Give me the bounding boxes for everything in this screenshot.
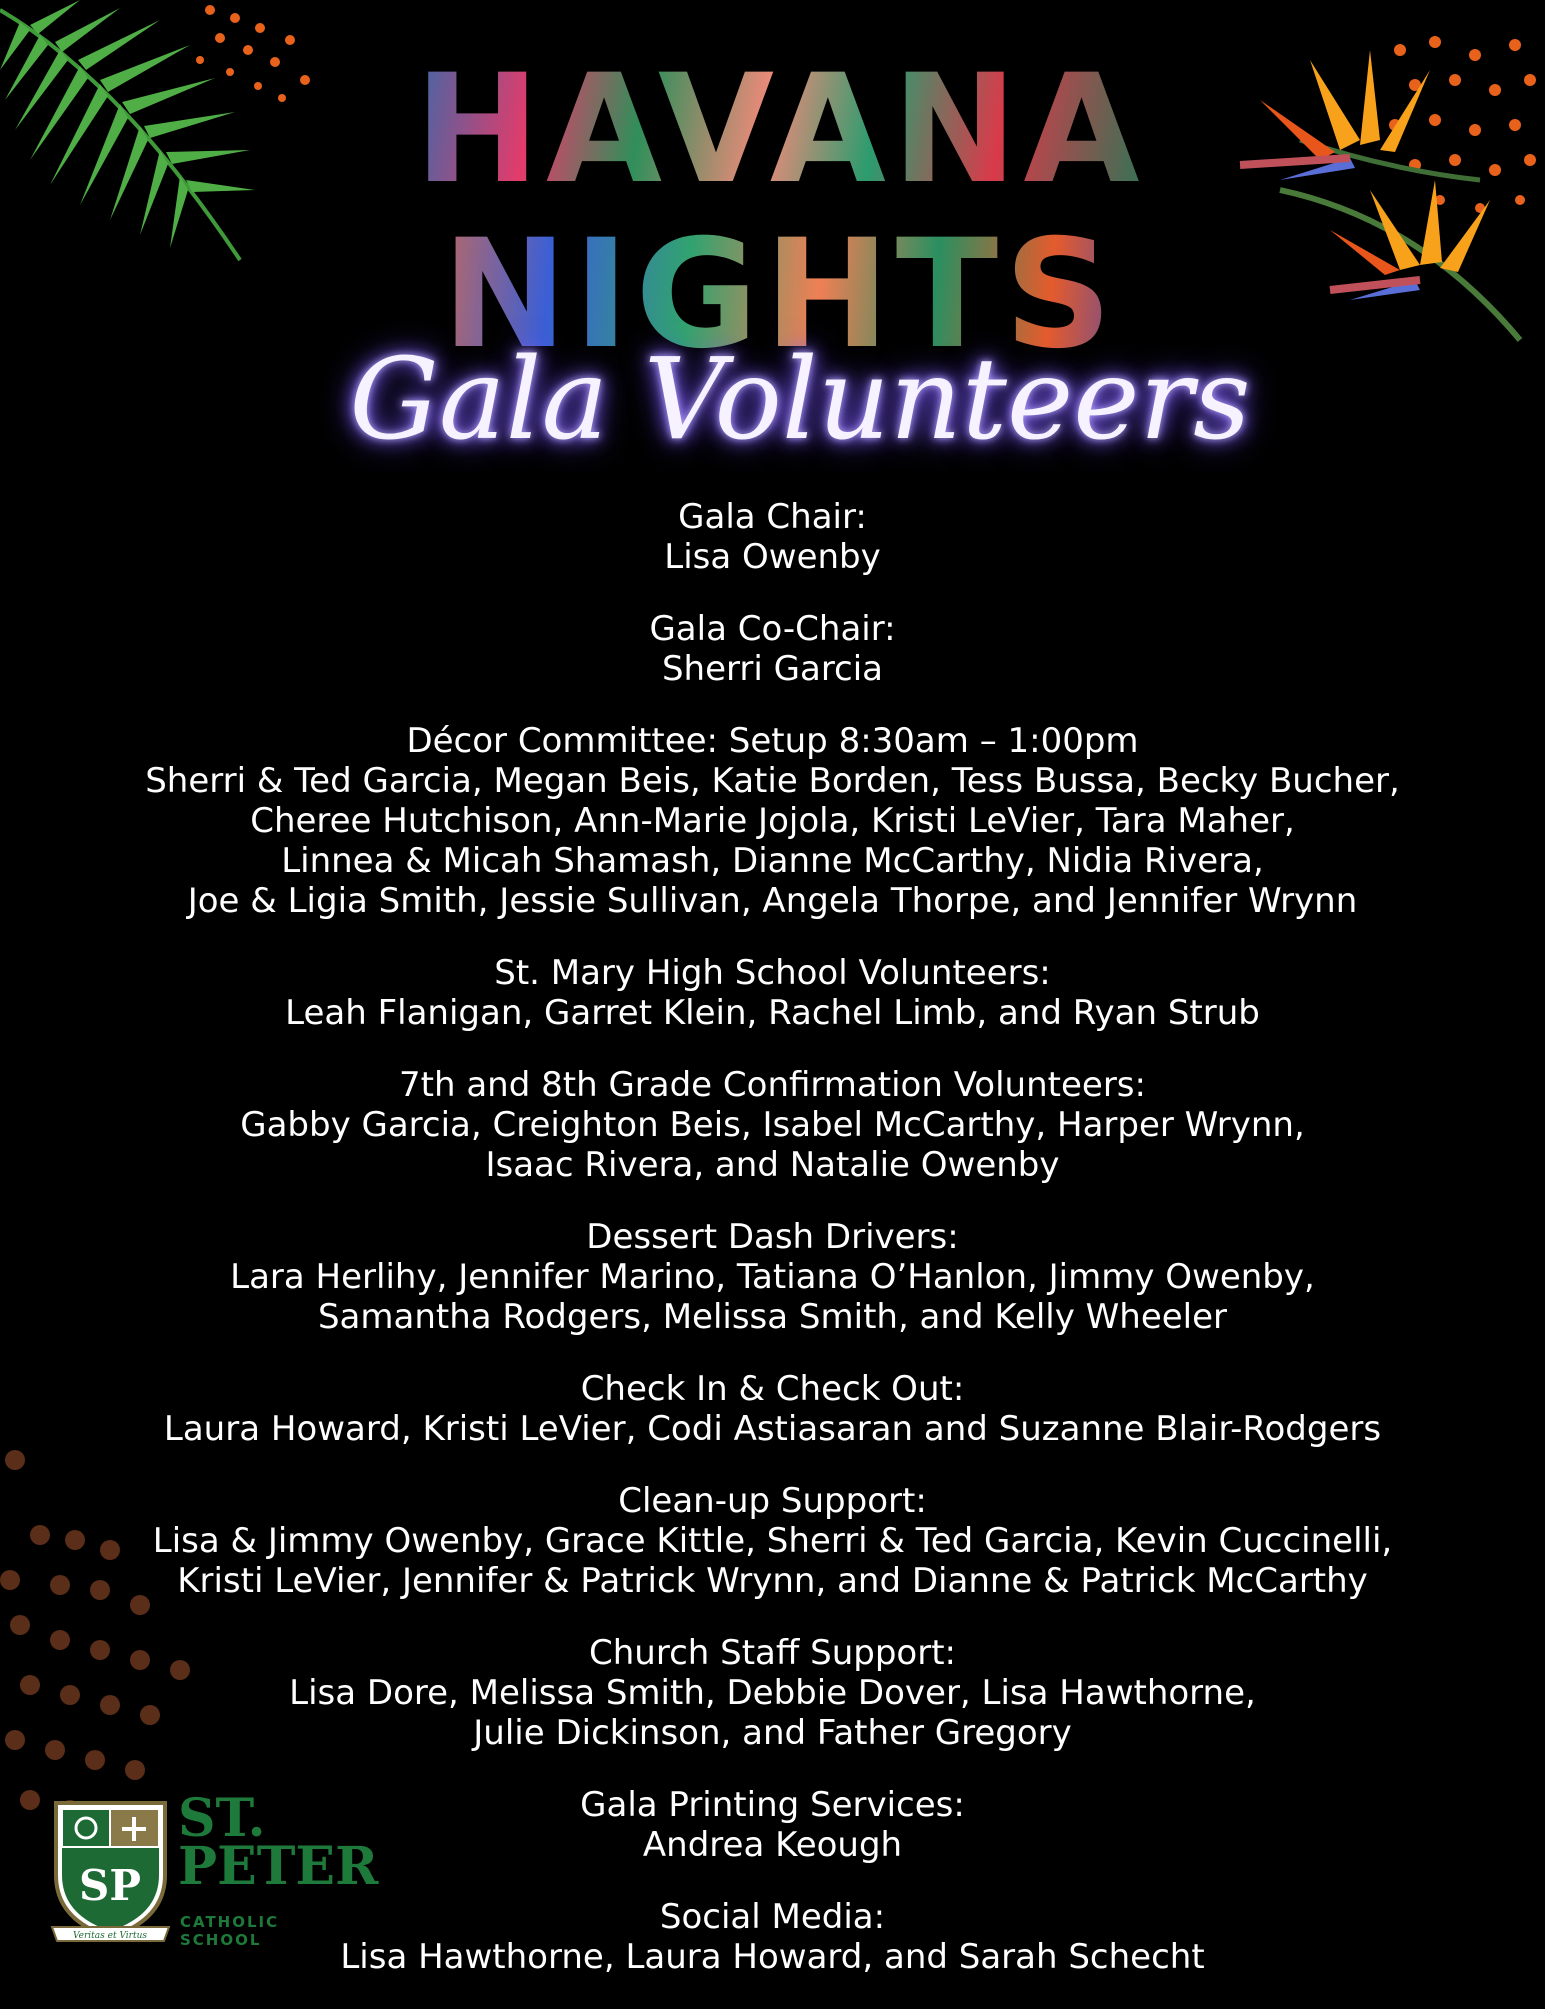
section-names-line: Samantha Rodgers, Melissa Smith, and Kelly Wheeler [317,1297,1228,1337]
section-names-line: Gabby Garcia, Creighton Beis, Isabel McCarthy, Harper Wrynn, [240,1105,1305,1145]
volunteer-section [60,1481,1485,1601]
section-names-line: Linnea & Micah Shamash, Dianne McCarthy, Nidia Rivera, [281,841,1264,881]
volunteer-section [60,1633,1485,1753]
title-block [0,0,1545,500]
section-heading: Gala Printing Services: [580,1785,965,1825]
volunteer-section [60,721,1485,921]
section-names-line: Laura Howard, Kristi LeVier, Codi Astiasaran and Suzanne Blair-Rodgers [163,1409,1382,1449]
volunteer-section [60,609,1485,689]
volunteer-section [60,1217,1485,1337]
section-names-line: Lisa Owenby [664,537,881,577]
volunteer-list [60,497,1485,2009]
section-heading: Check In & Check Out: [580,1369,965,1409]
section-names-line: Lisa Dore, Melissa Smith, Debbie Dover, Lisa Hawthorne, [289,1673,1256,1713]
title-havana: HAVANA [400,55,1160,205]
logo-peter: PETER [178,1836,379,1897]
logo-st: ST. [178,1788,266,1849]
section-heading: Décor Committee: Setup 8:30am – 1:00pm [406,721,1139,761]
section-heading: Dessert Dash Drivers: [586,1217,959,1257]
logo-wordmark [178,1788,379,1897]
volunteer-section [60,1369,1485,1449]
section-names-line: Andrea Keough [642,1825,903,1865]
volunteer-section [60,953,1485,1033]
section-names-line: Lisa Hawthorne, Laura Howard, and Sarah Schecht [340,1937,1205,1977]
section-names-line: Julie Dickinson, and Father Gregory [473,1713,1072,1753]
shield-crest-icon [48,1795,173,1945]
school-logo [48,1788,379,1949]
logo-motto: Veritas et Virtus [73,1931,147,1941]
section-names-line: Joe & Ligia Smith, Jessie Sullivan, Angela Thorpe, and Jennifer Wrynn [187,881,1358,921]
section-heading: Church Staff Support: [589,1633,956,1673]
section-heading: Social Media: [659,1897,886,1937]
section-heading: Gala Co-Chair: [649,609,896,649]
section-heading: Clean-up Support: [618,1481,927,1521]
logo-subtitle: CATHOLIC SCHOOL [180,1913,280,1949]
section-names-line: Kristi LeVier, Jennifer & Patrick Wrynn, and Dianne & Patrick McCarthy [177,1561,1368,1601]
title-gala-volunteers: Gala Volunteers [349,335,1251,465]
logo-monogram: SP [79,1861,141,1910]
section-names-line: Sherri Garcia [661,649,884,689]
section-heading: Gala Chair: [678,497,867,537]
section-names-line: Cheree Hutchison, Ann-Marie Jojola, Kristi LeVier, Tara Maher, [250,801,1295,841]
section-names-line: Leah Flanigan, Garret Klein, Rachel Limb, and Ryan Strub [285,993,1260,1033]
section-heading: St. Mary High School Volunteers: [494,953,1051,993]
section-names-line: Lisa & Jimmy Owenby, Grace Kittle, Sherri & Ted Garcia, Kevin Cuccinelli, [152,1521,1393,1561]
title-nights: NIGHTS [400,220,1160,370]
section-names-line: Sherri & Ted Garcia, Megan Beis, Katie Borden, Tess Bussa, Becky Bucher, [145,761,1400,801]
volunteer-section [60,1065,1485,1185]
section-names-line: Lara Herlihy, Jennifer Marino, Tatiana O’Hanlon, Jimmy Owenby, [230,1257,1315,1297]
section-heading: 7th and 8th Grade Confirmation Volunteers: [399,1065,1146,1105]
section-names-line: Isaac Rivera, and Natalie Owenby [485,1145,1060,1185]
volunteer-section [60,497,1485,577]
